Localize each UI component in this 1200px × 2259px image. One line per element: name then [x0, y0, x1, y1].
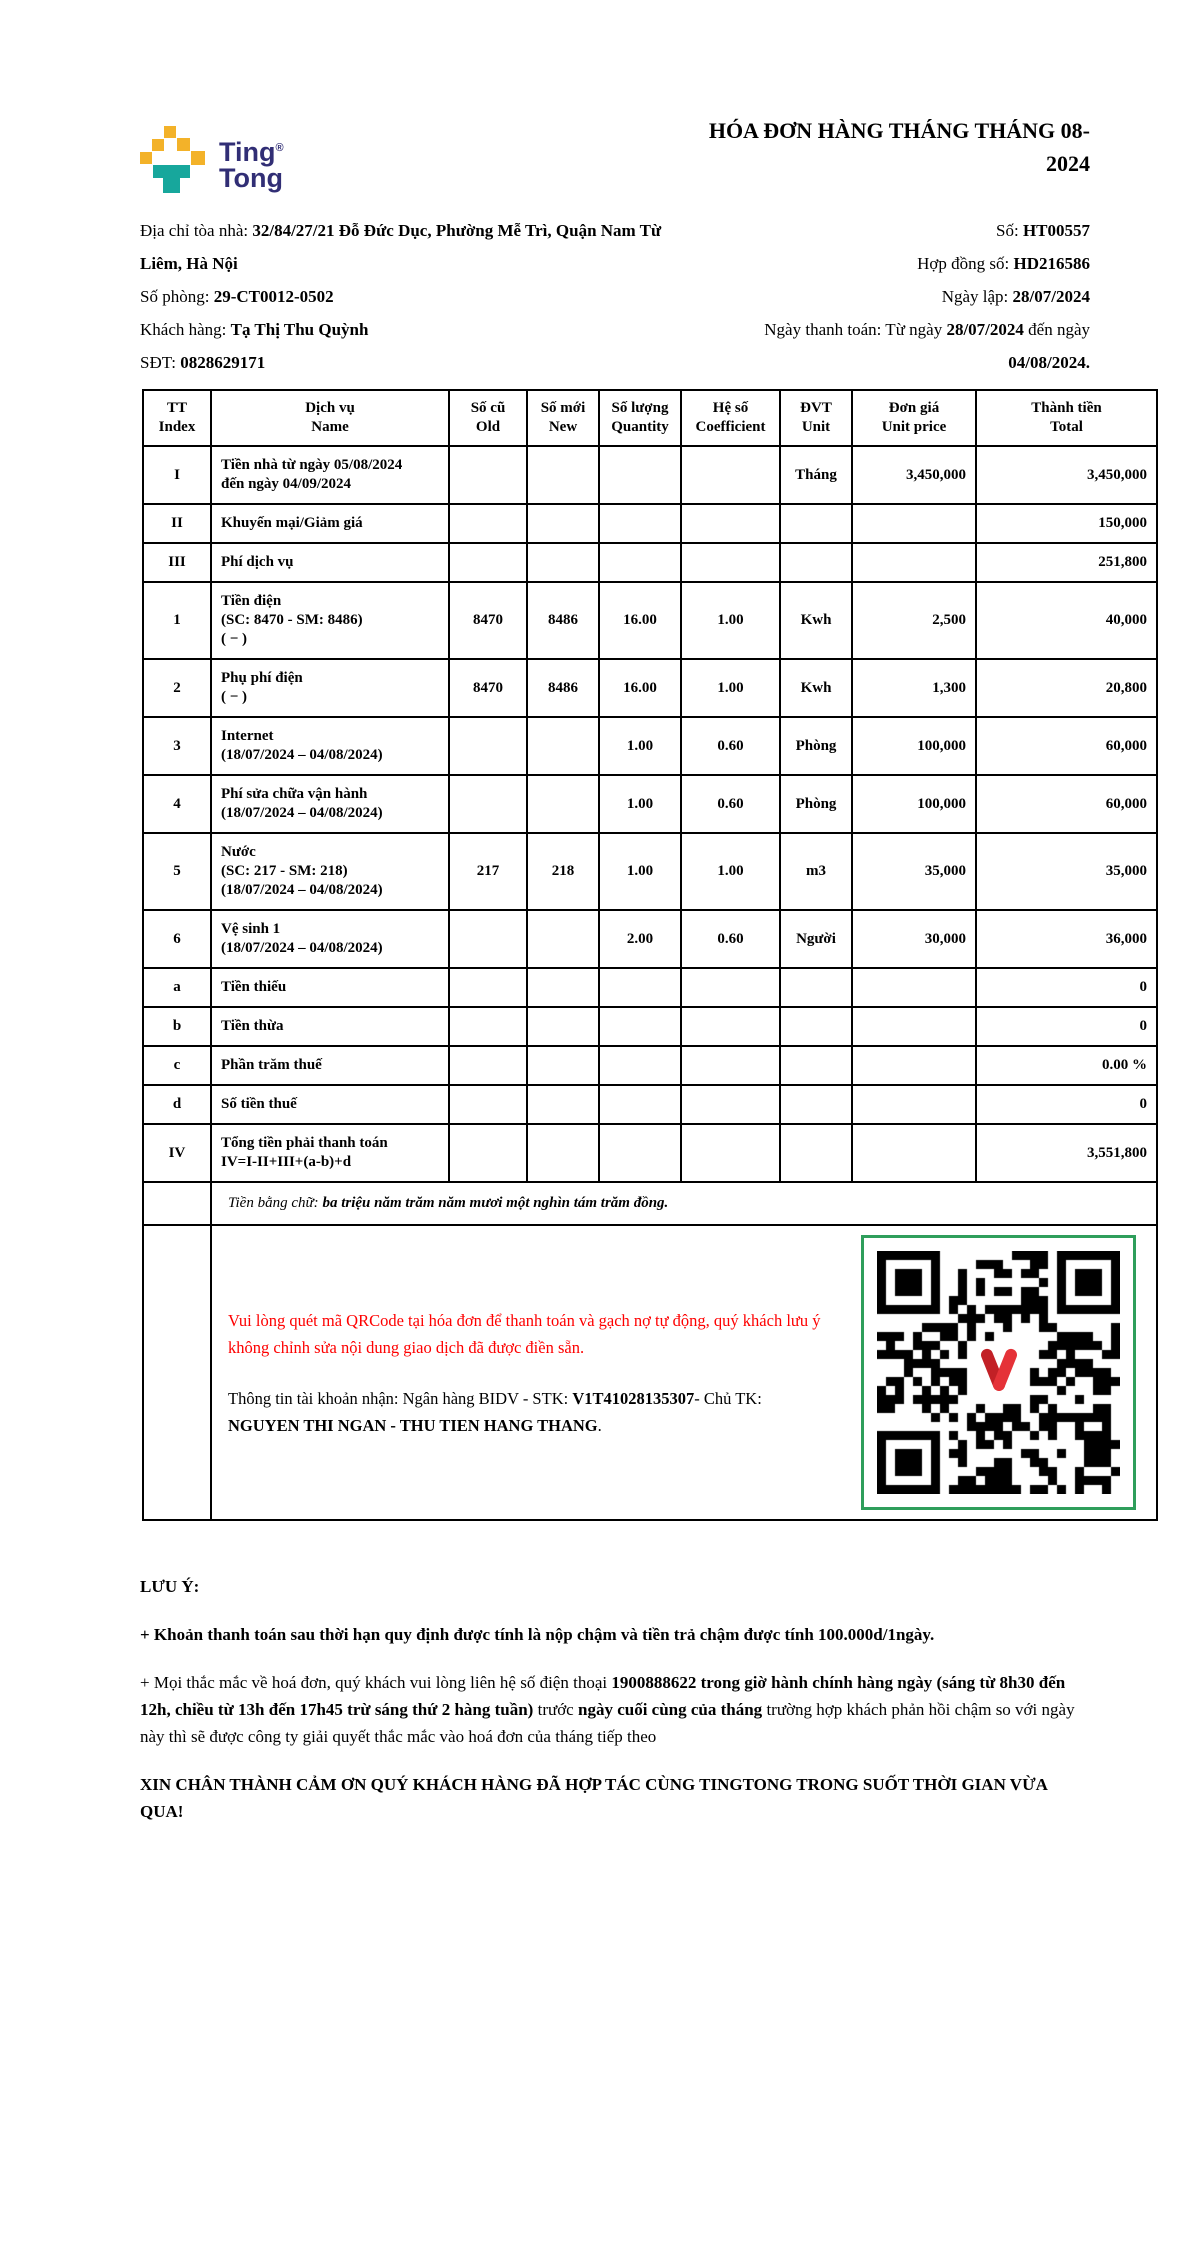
cell-service-name: Phần trăm thuế: [211, 1046, 449, 1085]
contract-label: Hợp đồng số:: [917, 254, 1014, 273]
cell-quantity: [599, 446, 681, 504]
bank-account-info: [228, 1385, 828, 1439]
cell-unit: [780, 968, 852, 1007]
hotline-note-text: trước: [533, 1700, 578, 1719]
footer-notes: [140, 1573, 1094, 1825]
cell-total: 36,000: [976, 910, 1157, 968]
column-header: Số lượng Quantity: [599, 390, 681, 446]
cell-quantity: 16.00: [599, 582, 681, 659]
cell-index: III: [143, 543, 211, 582]
hotline-note: [140, 1669, 1094, 1750]
amount-in-words-value: ba triệu năm trăm năm mươi một nghìn tám trăm đồng.: [322, 1195, 669, 1211]
cell-service-name: Tiền thừa: [211, 1007, 449, 1046]
cell-coefficient: 1.00: [681, 833, 780, 910]
deadline-text: ngày cuối cùng của tháng: [577, 1700, 763, 1719]
amount-in-words-row: [143, 1182, 1157, 1225]
cell-coefficient: [681, 446, 780, 504]
cell-unit-price: [852, 543, 976, 582]
cell-index: 3: [143, 717, 211, 775]
invoice-number-line: [685, 214, 1090, 247]
cell-new-reading: [527, 446, 599, 504]
contract-number-line: [685, 247, 1090, 280]
payment-from-date: 28/07/2024: [946, 320, 1024, 339]
cell-old-reading: [449, 775, 527, 833]
cell-unit-price: [852, 504, 976, 543]
column-header: TT Index: [143, 390, 211, 446]
registered-mark: ®: [275, 142, 284, 154]
cell-new-reading: [527, 717, 599, 775]
cell-unit-price: 30,000: [852, 910, 976, 968]
logo-pixel-yellow: [191, 151, 205, 165]
cell-unit-price: [852, 1085, 976, 1124]
issue-date-value: 28/07/2024: [1012, 287, 1090, 306]
cell-new-reading: 218: [527, 833, 599, 910]
tingtong-wordmark: [219, 135, 284, 191]
notes-heading: LƯU Ý:: [140, 1577, 200, 1596]
cell-old-reading: 8470: [449, 582, 527, 659]
cell-unit: Người: [780, 910, 852, 968]
payment-to-date: 04/08/2024.: [1008, 353, 1090, 372]
customer-value: Tạ Thị Thu Quỳnh: [230, 320, 369, 339]
column-header: Thành tiền Total: [976, 390, 1157, 446]
hotline-number: 1900888622 trong giờ hành chính hàng ngày (sáng từ 8h30 đến 12h, chiều từ 13h đến 17h45 trừ sáng thứ 2 hàng tuần): [140, 1673, 1066, 1719]
header-row: [140, 110, 1090, 194]
cell-new-reading: [527, 775, 599, 833]
cell-unit: [780, 1007, 852, 1046]
cell-unit-price: 100,000: [852, 775, 976, 833]
cell-service-name: Phí dịch vụ: [211, 543, 449, 582]
cell-unit: Kwh: [780, 582, 852, 659]
cell-service-name: Phí sửa chữa vận hành (18/07/2024 – 04/08/2024): [211, 775, 449, 833]
cell-index: b: [143, 1007, 211, 1046]
cell-quantity: [599, 1085, 681, 1124]
vietqr-v-icon: [970, 1344, 1028, 1396]
cell-index: I: [143, 446, 211, 504]
column-header: Đơn giá Unit price: [852, 390, 976, 446]
cell-total: 150,000: [976, 504, 1157, 543]
cell-index: II: [143, 504, 211, 543]
cell-unit: Tháng: [780, 446, 852, 504]
cell-service-name: Tiền điện (SC: 8470 - SM: 8486) ( − ): [211, 582, 449, 659]
cell-unit-price: [852, 1007, 976, 1046]
cell-unit-price: [852, 968, 976, 1007]
invoice-table-row: [143, 446, 1157, 504]
invoice-table-row: [143, 833, 1157, 910]
room-number-line: [140, 280, 685, 313]
room-value: 29-CT0012-0502: [213, 287, 334, 306]
invoice-table-row: [143, 1124, 1157, 1182]
invoice-table-row: [143, 717, 1157, 775]
invoice-table: [142, 389, 1158, 1521]
qr-code-box: [861, 1235, 1136, 1510]
cell-total: 0: [976, 968, 1157, 1007]
issue-date-label: Ngày lập:: [941, 287, 1013, 306]
qr-notice-text: Vui lòng quét mã QRCode tại hóa đơn để thanh toán và gạch nợ tự động, quý khách lưu ý không chỉnh sửa nội dung giao dịch đã được điền sẵn.: [228, 1310, 821, 1357]
cell-quantity: [599, 968, 681, 1007]
cell-quantity: 16.00: [599, 659, 681, 717]
cell-new-reading: [527, 1085, 599, 1124]
cell-unit: [780, 504, 852, 543]
qr-payment-cell: [211, 1225, 1157, 1520]
cell-unit-price: 1,300: [852, 659, 976, 717]
cell-new-reading: [527, 543, 599, 582]
phone-line: [140, 346, 685, 379]
cell-service-name: Nước (SC: 217 - SM: 218) (18/07/2024 – 04/08/2024): [211, 833, 449, 910]
cell-coefficient: [681, 543, 780, 582]
cell-new-reading: 8486: [527, 659, 599, 717]
cell-unit-price: 3,450,000: [852, 446, 976, 504]
cell-index: 4: [143, 775, 211, 833]
cell-unit: Phòng: [780, 717, 852, 775]
cell-total: 251,800: [976, 543, 1157, 582]
cell-coefficient: [681, 1046, 780, 1085]
cell-quantity: 2.00: [599, 910, 681, 968]
qr-payment-row: [143, 1225, 1157, 1520]
invoice-title: HÓA ĐƠN HÀNG THÁNG THÁNG 08-2024: [708, 118, 1090, 176]
cell-service-name: Internet (18/07/2024 – 04/08/2024): [211, 717, 449, 775]
cell-index: 6: [143, 910, 211, 968]
cell-empty: [143, 1225, 211, 1520]
account-suffix: .: [597, 1415, 602, 1435]
cell-total: 60,000: [976, 717, 1157, 775]
account-holder: NGUYEN THI NGAN - THU TIEN HANG THANG: [228, 1415, 598, 1435]
room-label: Số phòng:: [140, 287, 214, 306]
invoice-table-header: [143, 390, 1157, 446]
cell-total: 3,551,800: [976, 1124, 1157, 1182]
tingtong-logo-icon: [140, 126, 206, 194]
amount-in-words-label: Tiền bằng chữ:: [228, 1195, 323, 1211]
hotline-note-text: + Mọi thắc mắc về hoá đơn, quý khách vui lòng liên hệ số điện thoại: [140, 1673, 612, 1692]
cell-total: 3,450,000: [976, 446, 1157, 504]
header-row: [143, 390, 1157, 446]
logo-pixel-yellow: [164, 126, 176, 138]
cell-coefficient: 1.00: [681, 582, 780, 659]
cell-index: 5: [143, 833, 211, 910]
cell-index: a: [143, 968, 211, 1007]
cell-new-reading: [527, 1007, 599, 1046]
cell-service-name: Vệ sinh 1 (18/07/2024 – 04/08/2024): [211, 910, 449, 968]
issue-date-line: [685, 280, 1090, 313]
cell-coefficient: [681, 504, 780, 543]
logo-pixel-yellow: [152, 139, 164, 151]
column-header: Số cũ Old: [449, 390, 527, 446]
cell-quantity: [599, 504, 681, 543]
cell-coefficient: [681, 968, 780, 1007]
cell-coefficient: [681, 1085, 780, 1124]
cell-new-reading: [527, 1124, 599, 1182]
cell-old-reading: 217: [449, 833, 527, 910]
column-header: Dịch vụ Name: [211, 390, 449, 446]
cell-total: 0: [976, 1085, 1157, 1124]
account-number: V1T41028135307: [572, 1388, 695, 1408]
cell-unit: Kwh: [780, 659, 852, 717]
wordmark-tong: Tong: [219, 163, 283, 193]
invoice-info: [140, 214, 1090, 379]
cell-unit-price: [852, 1046, 976, 1085]
late-payment-note: + Khoản thanh toán sau thời hạn quy định được tính là nộp chậm và tiền trả chậm được tính 100.000d/1ngày.: [140, 1625, 935, 1644]
cell-index: IV: [143, 1124, 211, 1182]
address-value: 32/84/27/21 Đỗ Đức Dục, Phường Mễ Trì, Quận Nam Từ Liêm, Hà Nội: [140, 221, 662, 273]
invoice-table-row: [143, 910, 1157, 968]
phone-value: 0828629171: [180, 353, 266, 372]
column-header: ĐVT Unit: [780, 390, 852, 446]
account-prefix: Thông tin tài khoản nhận: Ngân hàng BIDV - STK:: [228, 1388, 573, 1408]
cell-coefficient: [681, 1124, 780, 1182]
invoice-table-row: [143, 504, 1157, 543]
logo-pixel-yellow: [177, 138, 190, 151]
cell-total: 60,000: [976, 775, 1157, 833]
invoice-table-body: [143, 446, 1157, 1520]
cell-old-reading: [449, 1085, 527, 1124]
cell-new-reading: [527, 1046, 599, 1085]
invoice-info-right: [685, 214, 1090, 379]
phone-label: SĐT:: [140, 353, 181, 372]
cell-empty: [143, 1182, 211, 1225]
cell-unit-price: 2,500: [852, 582, 976, 659]
amount-in-words-cell: [211, 1182, 1157, 1225]
cell-service-name: Phụ phí điện ( − ): [211, 659, 449, 717]
cell-quantity: [599, 543, 681, 582]
cell-old-reading: [449, 717, 527, 775]
invoice-table-row: [143, 1007, 1157, 1046]
cell-new-reading: [527, 968, 599, 1007]
cell-unit-price: 35,000: [852, 833, 976, 910]
payment-mid-label: đến ngày: [1023, 320, 1090, 339]
cell-index: 1: [143, 582, 211, 659]
cell-total: 20,800: [976, 659, 1157, 717]
wordmark-ting: Ting: [219, 137, 276, 167]
logo-pixel-teal: [163, 178, 180, 193]
cell-new-reading: [527, 910, 599, 968]
invoice-table-row: [143, 543, 1157, 582]
cell-old-reading: [449, 446, 527, 504]
cell-coefficient: 0.60: [681, 775, 780, 833]
column-header: Số mới New: [527, 390, 599, 446]
cell-coefficient: 0.60: [681, 717, 780, 775]
thank-you-message: XIN CHÂN THÀNH CẢM ƠN QUÝ KHÁCH HÀNG ĐÃ HỢP TÁC CÙNG TINGTONG TRONG SUỐT THỜI GIAN VỪA QUA!: [140, 1775, 1047, 1821]
address-label: Địa chỉ tòa nhà:: [140, 221, 253, 240]
payment-label: Ngày thanh toán: Từ ngày: [764, 320, 947, 339]
invoice-table-row: [143, 659, 1157, 717]
cell-new-reading: [527, 504, 599, 543]
logo-pixel-teal: [153, 165, 190, 178]
invoice-number-value: HT00557: [1022, 221, 1090, 240]
cell-quantity: [599, 1007, 681, 1046]
customer-line: [140, 313, 685, 346]
cell-unit: [780, 1124, 852, 1182]
cell-total: 0.00 %: [976, 1046, 1157, 1085]
cell-unit: m3: [780, 833, 852, 910]
cell-service-name: Số tiền thuế: [211, 1085, 449, 1124]
cell-old-reading: [449, 968, 527, 1007]
cell-quantity: [599, 1124, 681, 1182]
cell-coefficient: [681, 1007, 780, 1046]
cell-unit: [780, 1046, 852, 1085]
cell-quantity: 1.00: [599, 775, 681, 833]
invoice-number-label: Số:: [996, 221, 1023, 240]
cell-index: c: [143, 1046, 211, 1085]
qr-instructions: [228, 1307, 828, 1439]
cell-index: 2: [143, 659, 211, 717]
cell-unit: [780, 1085, 852, 1124]
cell-new-reading: 8486: [527, 582, 599, 659]
cell-quantity: 1.00: [599, 717, 681, 775]
cell-coefficient: 1.00: [681, 659, 780, 717]
contract-value: HD216586: [1013, 254, 1090, 273]
cell-total: 0: [976, 1007, 1157, 1046]
invoice-table-row: [143, 1085, 1157, 1124]
cell-old-reading: [449, 543, 527, 582]
invoice-info-left: [140, 214, 685, 379]
cell-old-reading: [449, 504, 527, 543]
column-header: Hệ số Coefficient: [681, 390, 780, 446]
cell-unit-price: [852, 1124, 976, 1182]
account-mid: - Chủ TK:: [694, 1388, 762, 1408]
customer-label: Khách hàng:: [140, 320, 231, 339]
cell-quantity: 1.00: [599, 833, 681, 910]
cell-old-reading: [449, 1046, 527, 1085]
payment-period-line: [685, 313, 1090, 379]
cell-unit: Phòng: [780, 775, 852, 833]
hotline-note-text: trường hợp khách phản hồi chậm so với ngày này thì sẽ được công ty giải quyết thắc mắc vào hoá đơn của tháng tiếp theo: [140, 1700, 1075, 1746]
cell-index: d: [143, 1085, 211, 1124]
invoice-table-row: [143, 1046, 1157, 1085]
cell-service-name: Tiền thiếu: [211, 968, 449, 1007]
cell-old-reading: [449, 1007, 527, 1046]
invoice-table-row: [143, 582, 1157, 659]
cell-unit: [780, 543, 852, 582]
tingtong-logo: [140, 126, 284, 194]
invoice-table-row: [143, 775, 1157, 833]
cell-total: 35,000: [976, 833, 1157, 910]
cell-unit-price: 100,000: [852, 717, 976, 775]
cell-quantity: [599, 1046, 681, 1085]
cell-old-reading: [449, 1124, 527, 1182]
invoice-table-row: [143, 968, 1157, 1007]
cell-coefficient: 0.60: [681, 910, 780, 968]
cell-service-name: Tổng tiền phải thanh toán IV=I-II+III+(a-b)+d: [211, 1124, 449, 1182]
logo-pixel-yellow: [140, 152, 152, 164]
cell-service-name: Tiền nhà từ ngày 05/08/2024 đến ngày 04/09/2024: [211, 446, 449, 504]
cell-total: 40,000: [976, 582, 1157, 659]
cell-service-name: Khuyến mại/Giảm giá: [211, 504, 449, 543]
building-address-line: [140, 214, 685, 280]
cell-old-reading: [449, 910, 527, 968]
cell-old-reading: 8470: [449, 659, 527, 717]
